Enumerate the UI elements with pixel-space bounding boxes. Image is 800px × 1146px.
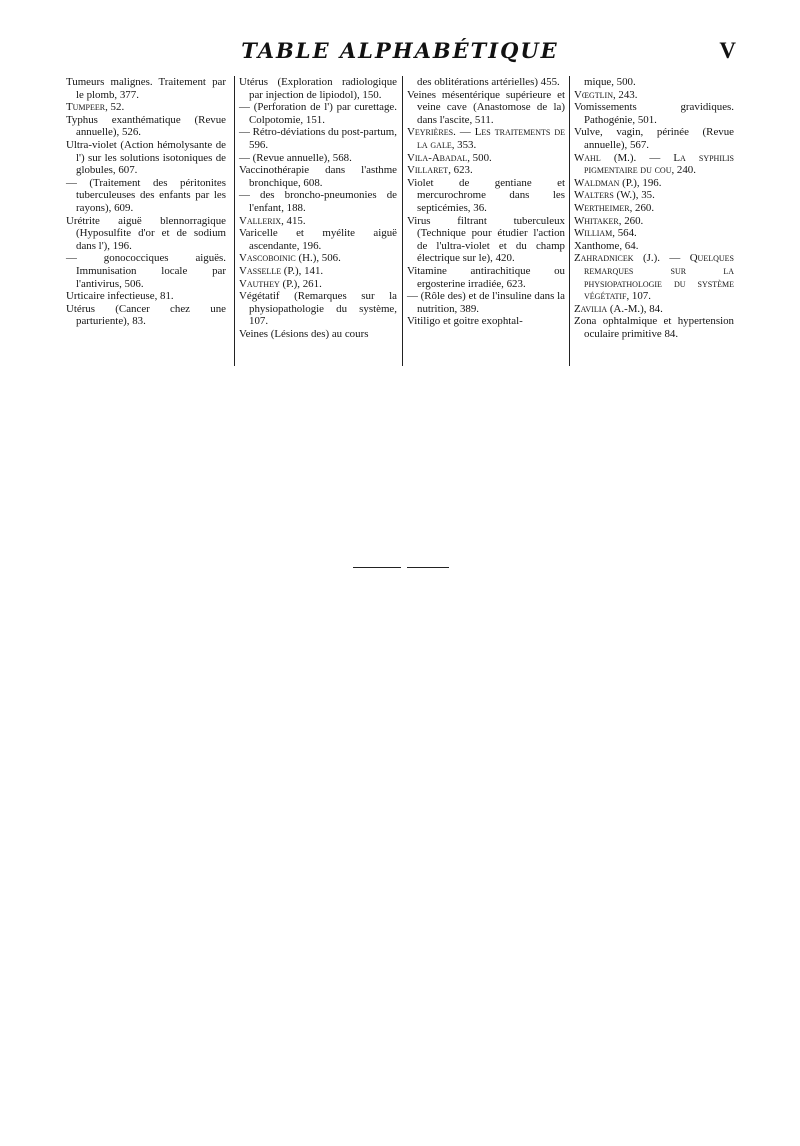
index-entry: Tumpeer, 52. (66, 101, 125, 114)
index-entry: Zona ophtalmique et hypertension oculaire primitive 84. (574, 315, 734, 340)
index-entry: des oblitérations artérielles) 455. (417, 76, 560, 88)
index-entry: — (Traitement des péritonites tuberculeuses des enfants par les rayons), 609. (66, 176, 226, 214)
index-entry: Zavilia (A.-M.), 84. (574, 302, 663, 315)
index-entry: Villaret, 623. (407, 164, 473, 177)
index-entry: — gonococciques aiguës. Immunisation locale par l'antivirus, 506. (66, 252, 226, 290)
index-entry: Xanthome, 64. (574, 239, 639, 252)
index-entry: — (Revue annuelle), 568. (239, 151, 352, 164)
index-column-1 (66, 76, 226, 366)
end-rule-left (353, 567, 401, 568)
index-column-3 (402, 76, 565, 366)
index-entry: Tumeurs malignes. Traitement par le plomb, 377. (66, 76, 226, 101)
index-columns (66, 76, 736, 376)
index-entry: Vitiligo et goitre exophtal- (407, 315, 523, 328)
index-entry: Wertheimer, 260. (574, 201, 655, 214)
index-entry: Utérus (Exploration radiologique par injection de lipiodol), 150. (239, 76, 397, 101)
index-entry: Ultra-violet (Action hémolysante de l') sur les solutions isotoniques de globules, 607. (66, 138, 226, 177)
index-entry: Veines (Lésions des) au cours (239, 327, 369, 340)
index-entry: Vila-Abadal, 500. (407, 151, 492, 164)
index-entry: Vitamine antirachitique ou ergosterine irradiée, 623. (407, 264, 565, 290)
index-entry: — Rétro-déviations du post-partum, 596. (239, 126, 397, 151)
index-entry: — des broncho-pneumonies de l'enfant, 188. (239, 189, 397, 214)
index-column-4 (569, 76, 734, 366)
page-title: TABLE ALPHABÉTIQUE (241, 38, 559, 63)
index-entry: Vauthey (P.), 261. (239, 277, 322, 290)
index-entry: — (Rôle des) et de l'insuline dans la nutrition, 389. (407, 290, 565, 315)
index-entry: Zahradnicek (J.). — Quelques remarques sur la physiopathologie du système végétatif, 107. (574, 252, 734, 303)
index-entry: Virus filtrant tuberculeux (Technique pour étudier l'action de l'ultra-violet et du champ électrique sur le), 420. (407, 214, 565, 265)
index-entry: Urticaire infectieuse, 81. (66, 290, 174, 303)
index-column-2 (234, 76, 397, 366)
page-number: V (719, 38, 736, 63)
index-entry: Vascoboinic (H.), 506. (239, 252, 341, 265)
index-entry: Walters (W.), 35. (574, 189, 655, 202)
index-entry: Vaccinothérapie dans l'asthme bronchique, 608. (239, 164, 397, 189)
index-entry: Utérus (Cancer chez une parturiente), 83. (66, 302, 226, 328)
index-entry: Waldman (P.), 196. (574, 176, 662, 189)
end-rule-right (407, 567, 449, 568)
page-header (0, 38, 800, 68)
index-entry: Veyrières. — Les traitements de la gale, 353. (407, 126, 565, 151)
index-entry: Violet de gentiane et mercurochrome dans les septicémies, 36. (407, 176, 565, 214)
index-entry: Vomissements gravidiques. Pathogénie, 501. (574, 101, 734, 126)
index-entry: Végétatif (Remarques sur la physiopathologie du système, 107. (239, 290, 397, 328)
index-entry: — (Perforation de l') par curettage. Colpotomie, 151. (239, 101, 397, 126)
index-entry: Veines mésentérique supérieure et veine cave (Anastomose de la) dans l'ascite, 511. (407, 88, 565, 126)
index-entry: Typhus exanthématique (Revue annuelle), 526. (66, 113, 226, 139)
index-entry: Vallerix, 415. (239, 214, 306, 227)
index-entry: Varicelle et myélite aiguë ascendante, 196. (239, 227, 397, 252)
index-entry: Vulve, vagin, périnée (Revue annuelle), 567. (574, 126, 734, 151)
index-entry: William, 564. (574, 227, 637, 240)
index-entry: Vœgtlin, 243. (574, 88, 638, 101)
index-entry: mique, 500. (584, 76, 636, 88)
index-entry: Vasselle (P.), 141. (239, 264, 324, 277)
index-entry: Whitaker, 260. (574, 214, 644, 227)
index-entry: Wahl (M.). — La syphilis pigmentaire du cou, 240. (574, 151, 734, 177)
index-entry: Urétrite aiguë blennorragique (Hyposulfite d'or et de sodium dans l'), 196. (66, 214, 226, 252)
